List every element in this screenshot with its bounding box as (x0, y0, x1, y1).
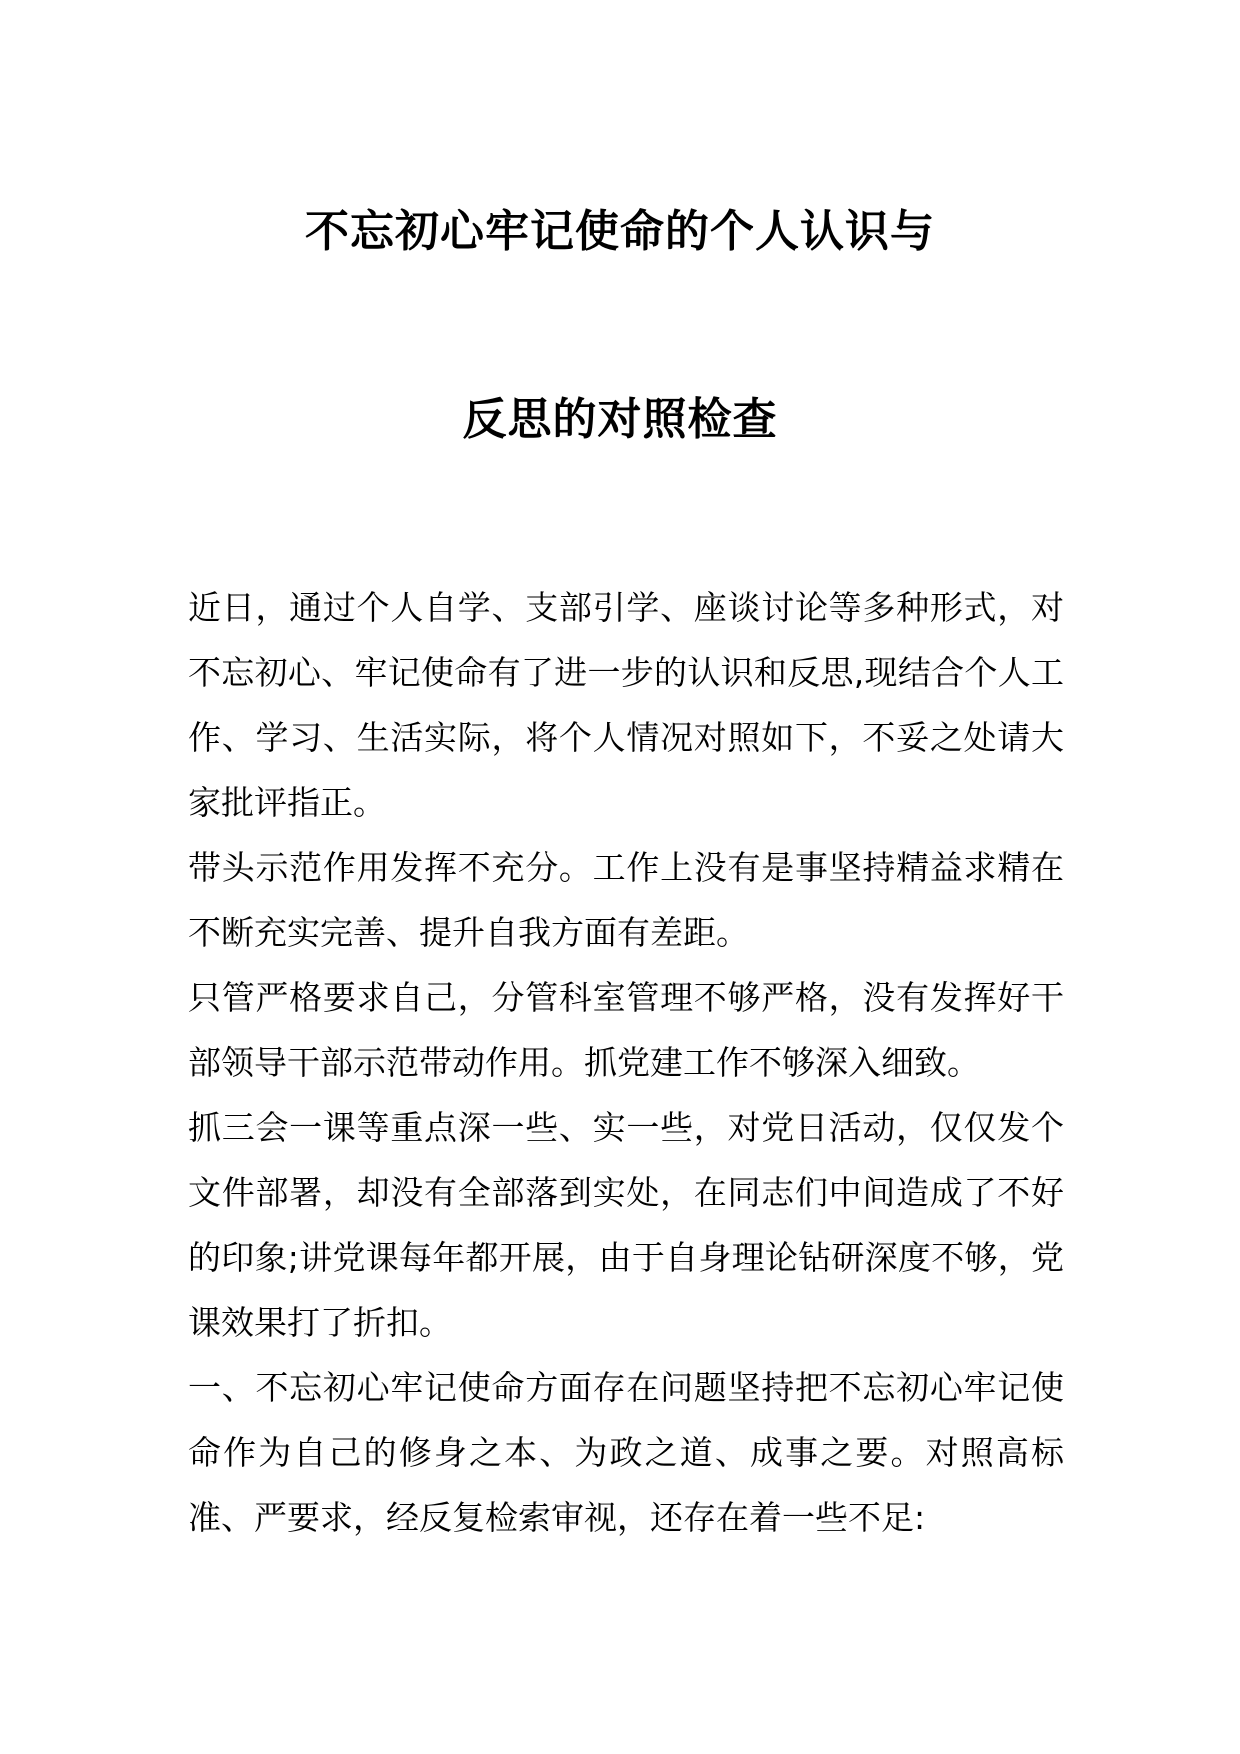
document-title-line-2: 反思的对照检查 (462, 394, 778, 445)
document-title-line-1: 不忘初心牢记使命的个人认识与 (305, 206, 935, 257)
paragraph-party-building: 抓三会一课等重点深一些、实一些，对党日活动，仅仅发个文件部署，却没有全部落到实处，在同志们中间造成了不好的印象;讲党课每年都开展，由于自身理论钻研深度不够，党课效果打了折扣。 (188, 1108, 1064, 1342)
paragraph-management: 只管严格要求自己，分管科室管理不够严格，没有发挥好干部领导干部示范带动作用。抓党建工作不够深入细致。 (188, 978, 1064, 1082)
paragraph-role-model: 带头示范作用发挥不充分。工作上没有是事坚持精益求精在不断充实完善、提升自我方面有差距。 (188, 848, 1064, 952)
paragraph-problems: 一、不忘初心牢记使命方面存在问题坚持把不忘初心牢记使命作为自己的修身之本、为政之道、成事之要。对照高标准、严要求，经反复检索审视，还存在着一些不足: (188, 1368, 1064, 1537)
paragraph-intro: 近日，通过个人自学、支部引学、座谈讨论等多种形式，对不忘初心、牢记使命有了进一步的认识和反思,现结合个人工作、学习、生活实际，将个人情况对照如下，不妥之处请大家批评指正。 (188, 588, 1064, 822)
document-body (188, 575, 1064, 1550)
